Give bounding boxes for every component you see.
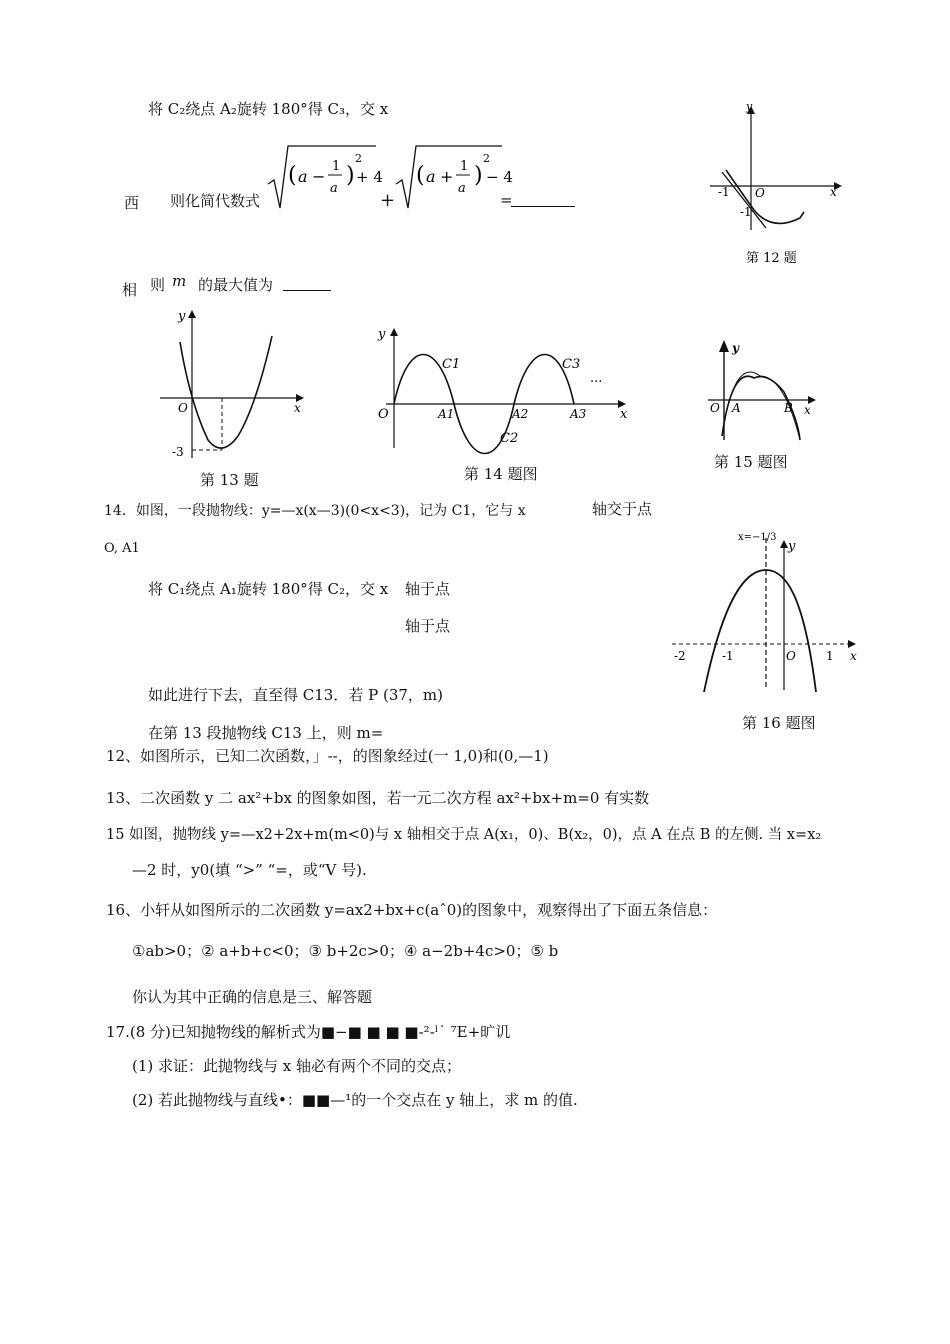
fig15-y-label: y: [732, 341, 739, 355]
max-suffix: 的最大值为: [198, 276, 274, 294]
figure-14-graph: [372, 320, 634, 452]
q11-rotate-line: 将 C₂绕点 A₂旋转 180°得 C₃，交 x: [148, 100, 389, 118]
svg-text:1: 1: [460, 159, 469, 174]
answer-blank-simplify: [511, 192, 575, 207]
svg-text:(: (: [416, 163, 425, 188]
left-stub-char: 西: [124, 194, 140, 212]
fig13-origin: O: [178, 401, 188, 415]
figure-12: [700, 100, 850, 266]
question-16: 16、小轩从如图所示的二次函数 y=ax2+bx+c(aˆ0)的图象中，观察得出了下面五条信息：: [106, 901, 718, 919]
fig15-caption: 第 15 题图: [714, 453, 788, 471]
q14-points: O, A1: [104, 541, 140, 556]
radical-expression-1: [266, 140, 383, 212]
equals-sign: =: [500, 191, 513, 209]
svg-text:+ 4: + 4: [356, 168, 383, 186]
q14-line: 14．如图，一段抛物线：y=—x(x—3)(0<x<3)，记为 C1，它与 x: [104, 503, 526, 519]
fig14-caption: 第 14 题图: [464, 465, 538, 483]
figure-16-graph: [664, 526, 864, 694]
figure-15: [704, 336, 824, 472]
figure-14: [372, 320, 634, 482]
svg-text:2: 2: [355, 152, 362, 165]
figure-13: [160, 306, 310, 492]
max-prefix: 则: [150, 276, 166, 294]
svg-text:): ): [474, 163, 483, 188]
fig13-x-label: x: [294, 401, 301, 415]
fig14-c1: C1: [442, 357, 461, 372]
fig14-origin: O: [378, 407, 389, 422]
figure-16: [664, 526, 864, 736]
fig14-a1: A1: [438, 407, 455, 421]
svg-text:): ): [346, 163, 355, 188]
q14-rotate-line: 将 C₁绕点 A₁旋转 180°得 C₂，交 x: [148, 580, 389, 598]
question-12: 12、如图所示，已知二次函数，」--，的图象经过(一 1,0)和(0,—1): [106, 747, 549, 765]
q14-continue: 如此进行下去，直至得 C13．若 P (37，m): [148, 686, 443, 704]
fig16-tick-1: 1: [826, 649, 834, 663]
question-17-part-2: (2) 若此抛物线与直线•：■■—¹的一个交点在 y 轴上，求 m 的值.: [132, 1091, 578, 1109]
fig15-point-a: A: [732, 401, 741, 415]
radical-sign-1: [266, 140, 383, 212]
plus-sign: +: [380, 190, 396, 211]
fig16-y-label: y: [788, 539, 796, 554]
fig13-neg3: -3: [172, 445, 184, 459]
fig12-neg1-y: -1: [740, 205, 752, 219]
figure-15-graph: [704, 336, 824, 446]
q14-tail: 轴交于点: [592, 500, 653, 518]
fig15-point-b: B: [784, 401, 793, 415]
fig14-x-label: x: [620, 407, 628, 422]
fig12-origin: O: [755, 186, 765, 200]
question-16-end: 你认为其中正确的信息是三、解答题: [132, 988, 373, 1006]
svg-text:− 4: − 4: [486, 168, 513, 186]
radical-sign-2: [394, 140, 513, 212]
fig13-caption: 第 13 题: [200, 471, 259, 489]
question-16-items: ①ab>0；② a+b+c<0；③ b+2c>0；④ a−2b+4c>0；⑤ b: [132, 942, 559, 960]
q14-on-c13: 在第 13 段抛物线 C13 上，则 m=: [148, 724, 384, 742]
fig16-caption: 第 16 题图: [742, 714, 816, 732]
fig14-c3: C3: [562, 357, 581, 372]
fig16-tick-neg1: -1: [722, 649, 734, 663]
answer-blank-max: [283, 276, 331, 291]
fig15-x-label: x: [804, 403, 811, 417]
max-variable: m: [172, 272, 187, 290]
fig16-x-label: x: [850, 649, 857, 663]
svg-text:a: a: [426, 167, 436, 186]
simplify-prefix: 则化简代数式: [170, 192, 261, 210]
question-13: 13、二次函数 y 二 ax²+bx 的图象如图，若一元二次方程 ax²+bx+m=0 有实数: [106, 789, 650, 807]
fig14-c2: C2: [500, 431, 519, 446]
q14-axis-point-1: 轴于点: [405, 580, 451, 598]
fig12-caption: 第 12 题: [746, 251, 797, 266]
fig14-a2: A2: [512, 407, 529, 421]
fig16-origin: O: [786, 649, 796, 663]
svg-text:a: a: [458, 181, 466, 196]
fig14-dots: ...: [590, 371, 603, 386]
radical-expression-2: [394, 140, 513, 212]
figure-12-graph: [700, 100, 850, 266]
fig15-origin: O: [710, 401, 720, 415]
question-15-line-2: —2 时，y0(填 “>” “=，或“V 号).: [132, 861, 367, 879]
svg-text:−: −: [312, 167, 326, 186]
q14-axis-point-2: 轴于点: [405, 617, 451, 635]
svg-text:1: 1: [332, 159, 341, 174]
question-17-part-1: (1) 求证：此抛物线与 x 轴必有两个不同的交点；: [132, 1057, 462, 1075]
svg-text:+: +: [440, 167, 454, 186]
fig14-y-label: y: [378, 327, 386, 342]
question-15-line-1: 15 如图，抛物线 y=—x2+2x+m(m<0)与 x 轴相交于点 A(x₁，0)、B(x₂，0)，点 A 在点 B 的左侧. 当 x=x₂: [106, 827, 822, 843]
fig16-axis-equation: x=−1/3: [738, 532, 777, 543]
left-stub-char-2: 相: [122, 281, 138, 299]
svg-text:a: a: [330, 181, 338, 196]
question-17: 17.(8 分)已知抛物线的解析式为■−■ ■ ■ ■-²-ˡ˙ ⁷E+旷讥: [106, 1023, 511, 1041]
fig16-tick-neg2: -2: [674, 649, 686, 663]
fig12-y-label: y: [746, 100, 753, 113]
fig12-neg1-x: -1: [718, 185, 730, 199]
svg-text:(: (: [288, 163, 297, 188]
svg-text:2: 2: [483, 152, 490, 165]
svg-text:a: a: [298, 167, 308, 186]
fig13-y-label: y: [178, 309, 186, 324]
fig12-x-label: x: [830, 185, 837, 199]
fig14-a3: A3: [570, 407, 587, 421]
figure-13-graph: [160, 306, 310, 461]
